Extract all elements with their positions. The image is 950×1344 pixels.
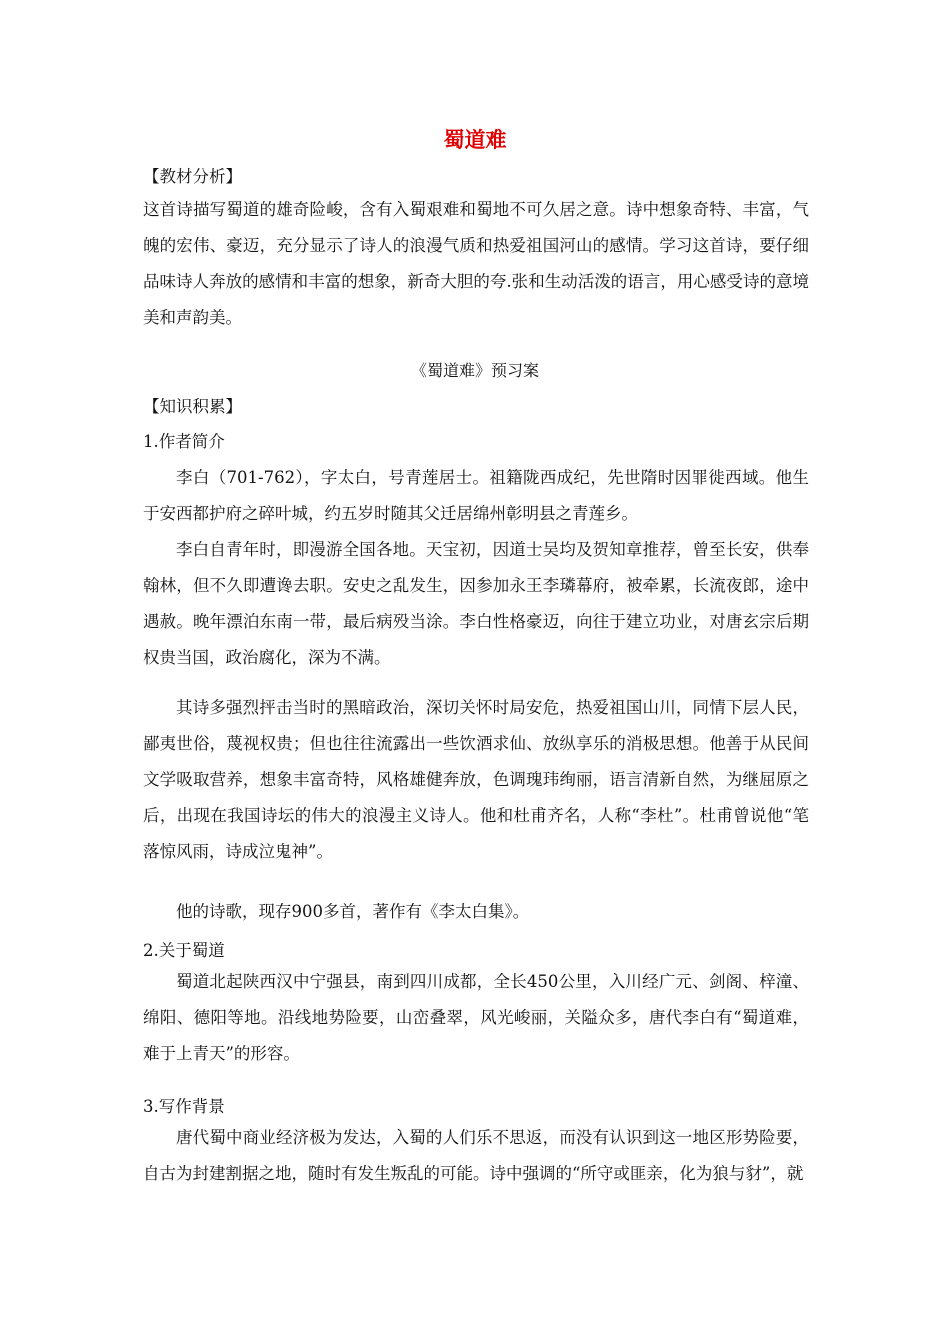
- author-block-2: [143, 532, 809, 676]
- item-heading-shu-road: 2.关于蜀道: [143, 941, 225, 960]
- section-heading-knowledge: 【知识积累】: [143, 397, 242, 416]
- section-heading-textbook-analysis: 【教材分析】: [143, 167, 242, 186]
- background-paragraph: 唐代蜀中商业经济极为发达，入蜀的人们乐不思返，而没有认识到这一地区形势险要，自古为封建割据之地，随时有发生叛乱的可能。诗中强调的“所守或匪亲，化为狼与豺”，就: [143, 1128, 809, 1183]
- author-block: [143, 460, 809, 532]
- author-paragraph-4: 他的诗歌，现存900多首，著作有《李太白集》。: [176, 902, 530, 921]
- author-block-4: [143, 894, 809, 930]
- background-block: [143, 1120, 809, 1192]
- author-paragraph-1: 李白（701-762），字太白，号青莲居士。祖籍陇西成纪，先世隋时因罪徙西域。他生于安西都护府之碎叶城，约五岁时随其父迁居绵州彰明县之青莲乡。: [143, 468, 809, 523]
- textbook-analysis-block: [143, 192, 809, 336]
- author-paragraph-2: 李白自青年时，即漫游全国各地。天宝初，因道士吴均及贺知章推荐，曾至长安，供奉翰林，但不久即遭谗去职。安史之乱发生，因参加永王李璘幕府，被牵累，长流夜郎，途中遇赦。晚年漂泊东南一带，最后病殁当涂。李白性格豪迈，向往于建立功业，对唐玄宗后期权贵当国，政治腐化，深为不满。: [143, 540, 809, 667]
- shu-road-block: [143, 964, 809, 1072]
- textbook-analysis-paragraph: 这首诗描写蜀道的雄奇险峻，含有入蜀艰难和蜀地不可久居之意。诗中想象奇特、丰富，气魄的宏伟、豪迈，充分显示了诗人的浪漫气质和热爱祖国河山的感情。学习这首诗，要仔细品味诗人奔放的感情和丰富的想象，新奇大胆的夸.张和生动活泼的语言，用心感受诗的意境美和声韵美。: [143, 200, 809, 327]
- item-heading-author: 1.作者简介: [143, 432, 225, 451]
- item-heading-background: 3.写作背景: [143, 1097, 225, 1116]
- preview-subtitle: 《蜀道难》预习案: [410, 361, 539, 380]
- shu-road-paragraph: 蜀道北起陕西汉中宁强县，南到四川成都，全长450公里，入川经广元、剑阁、梓潼、绵阳、德阳等地。沿线地势险要，山峦叠翠，风光峻丽，关隘众多，唐代李白有“蜀道难，难于上青天”的形容。: [143, 972, 809, 1063]
- author-block-3: [143, 690, 809, 870]
- author-paragraph-3: 其诗多强烈抨击当时的黑暗政治，深切关怀时局安危，热爱祖国山川，同情下层人民，鄙夷世俗，蔑视权贵；但也往往流露出一些饮酒求仙、放纵享乐的消极思想。他善于从民间文学吸取营养，想象丰富奇特，风格雄健奔放，色调瑰玮绚丽，语言清新自然，为继屈原之后，出现在我国诗坛的伟大的浪漫主义诗人。他和杜甫齐名，人称“李杜”。杜甫曾说他“笔落惊风雨，诗成泣鬼神”。: [143, 698, 809, 861]
- document-title: 蜀道难: [443, 128, 507, 152]
